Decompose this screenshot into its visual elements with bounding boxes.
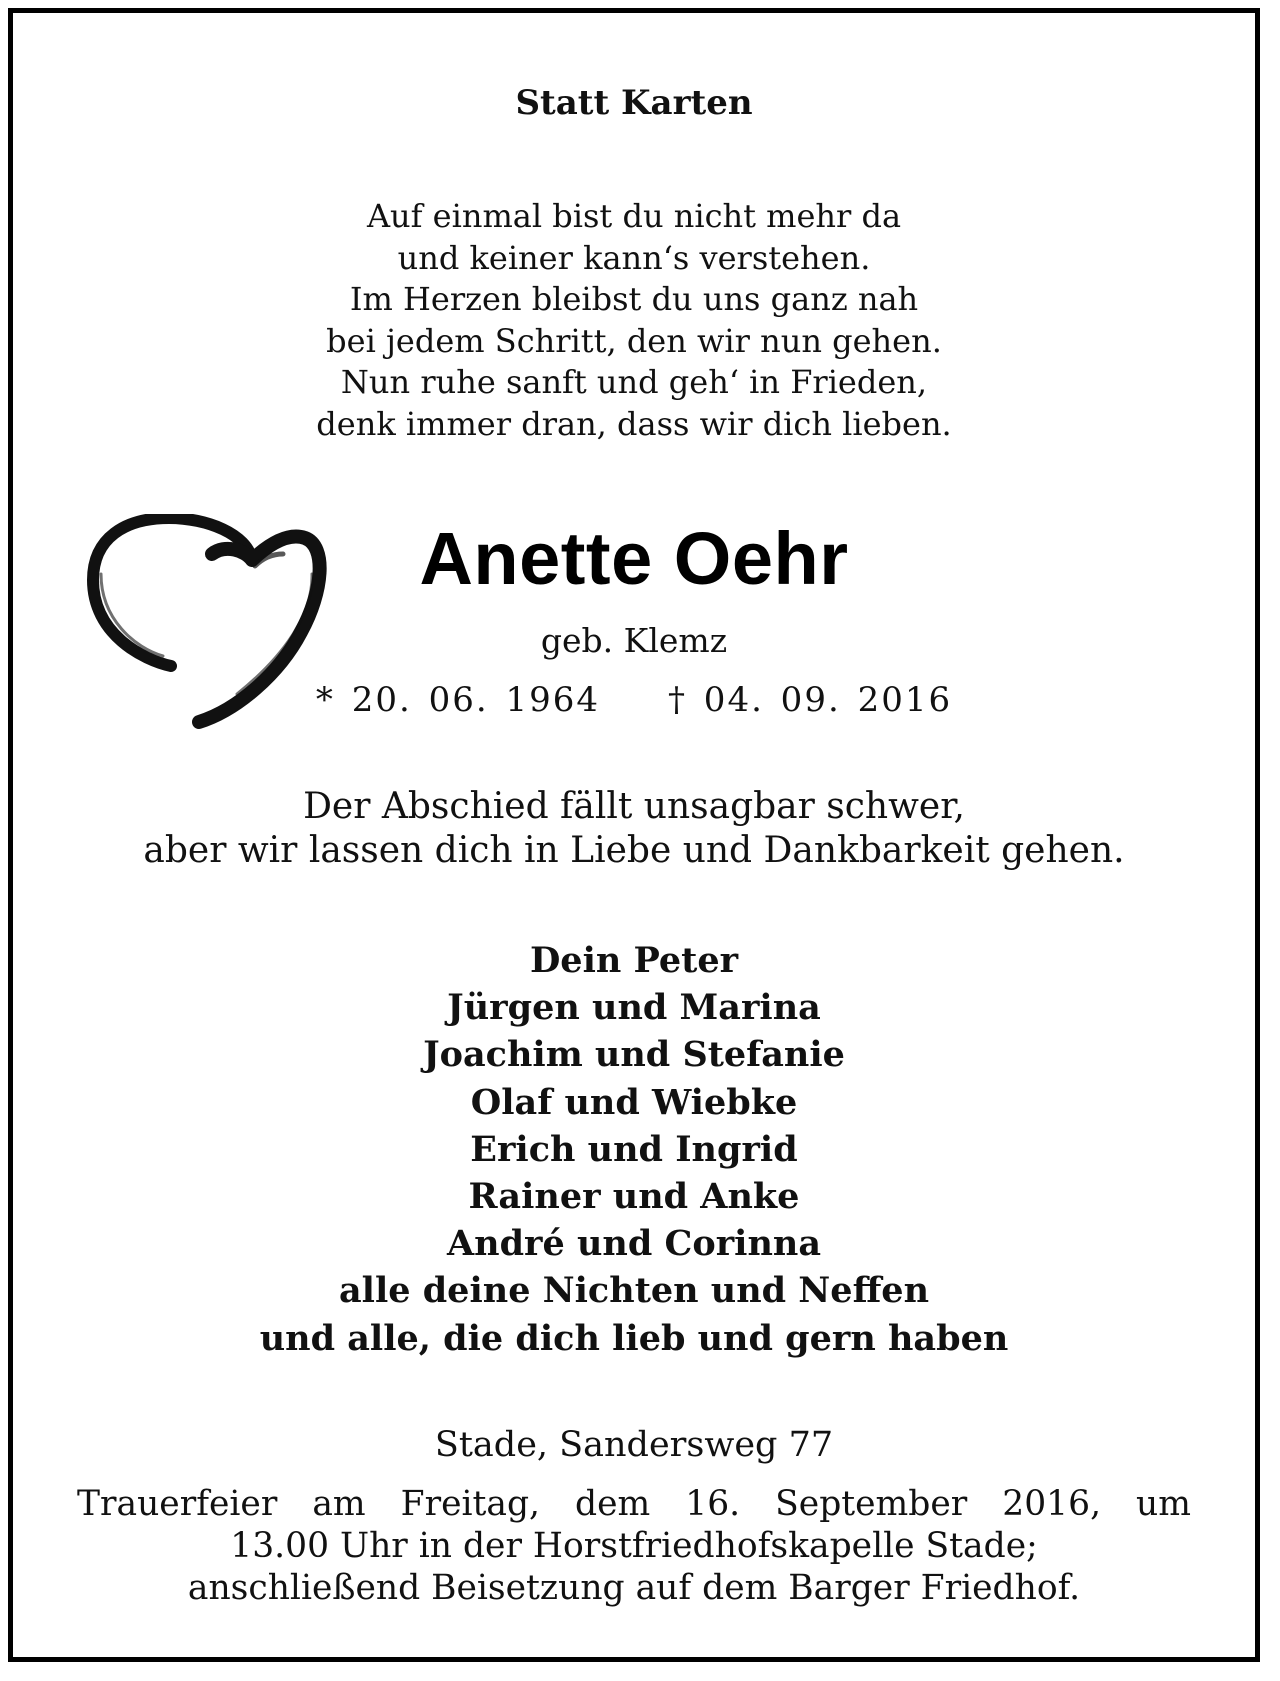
maiden-name: geb. Klemz	[540, 621, 728, 660]
birth-date: * 20. 06. 1964	[315, 680, 600, 720]
obituary-notice	[8, 8, 1260, 1662]
mourner: alle deine Nichten und Neffen	[338, 1270, 930, 1312]
mourner: Erich und Ingrid	[470, 1128, 798, 1170]
mourner: Rainer und Anke	[468, 1176, 800, 1218]
poem-line: denk immer dran, dass wir dich lieben.	[316, 404, 952, 443]
mourner: und alle, die dich lieb und gern haben	[259, 1317, 1009, 1359]
farewell-text	[13, 785, 1255, 873]
death-date: † 04. 09. 2016	[668, 680, 953, 720]
mourners-list	[13, 937, 1255, 1362]
mourner: Joachim und Stefanie	[423, 1034, 845, 1076]
poem-line: Auf einmal bist du nicht mehr da	[366, 197, 902, 235]
service-line: 13.00 Uhr in der Horstfriedhofskapelle Stade;	[230, 1526, 1038, 1566]
mourner: Dein Peter	[529, 940, 739, 981]
mourner: Jürgen und Marina	[447, 987, 821, 1029]
poem	[13, 196, 1255, 445]
life-dates	[13, 680, 1255, 720]
farewell-line: aber wir lassen dich in Liebe und Dankbarkeit gehen.	[143, 830, 1125, 871]
farewell-line: Der Abschied fällt unsagbar schwer,	[303, 786, 965, 827]
poem-line: und keiner kann‘s verstehen.	[397, 238, 871, 277]
mourner: Olaf und Wiebke	[470, 1081, 798, 1123]
service-line: anschließend Beisetzung auf dem Barger Friedhof.	[187, 1568, 1081, 1608]
poem-line: Nun ruhe sanft und geh‘ in Frieden,	[340, 363, 928, 401]
deceased-name: Anette Oehr	[419, 517, 849, 600]
notice-heading: Statt Karten	[515, 83, 753, 123]
mourner: André und Corinna	[446, 1223, 822, 1265]
service-line: Trauerfeier am Freitag, dem 16. September 2016, um	[77, 1484, 1191, 1524]
poem-line: bei jedem Schritt, den wir nun gehen.	[326, 321, 942, 360]
address: Stade, Sandersweg 77	[434, 1425, 834, 1465]
funeral-service-info	[13, 1483, 1255, 1609]
poem-line: Im Herzen bleibst du uns ganz nah	[349, 280, 919, 318]
